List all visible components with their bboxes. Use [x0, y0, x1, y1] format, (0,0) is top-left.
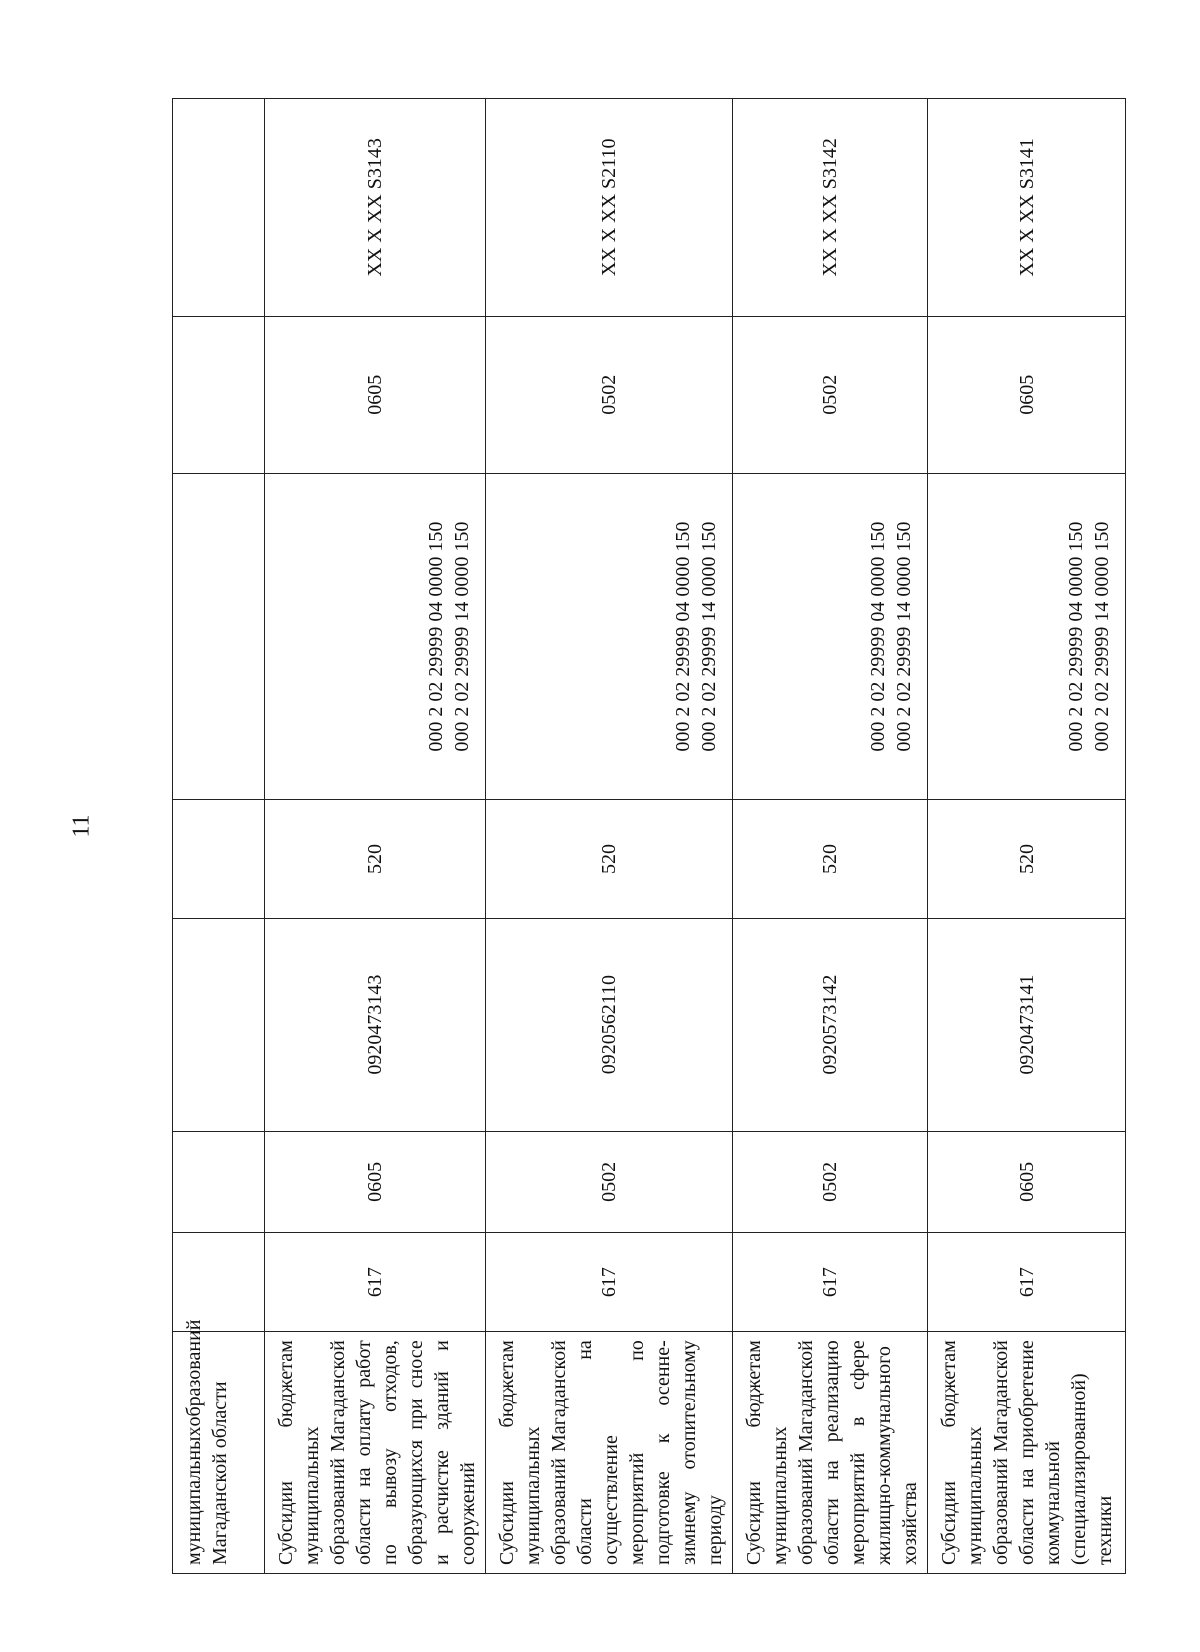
section-code-2: 0502	[486, 316, 733, 473]
subsidy-name: Субсидии бюджетам муниципальных образований Магаданской области на осуществление мероприятий по подготовке к осенне-зимнему отопительному периоду	[486, 1332, 733, 1574]
page-number: 11	[68, 814, 95, 838]
empty-cell	[173, 316, 265, 473]
recipient-code: XX X XX S3143	[265, 99, 486, 317]
recipient-code: XX X XX S3142	[733, 99, 928, 317]
table-row-header-continuation	[173, 99, 265, 1574]
budget-table	[172, 98, 1126, 1574]
revenue-code: 000 2 02 29999 04 0000 150	[425, 521, 447, 752]
empty-cell	[173, 800, 265, 918]
expense-type-code: 520	[265, 800, 486, 918]
rotated-table-container	[172, 98, 1116, 1574]
revenue-code: 000 2 02 29999 14 0000 150	[451, 521, 473, 752]
empty-cell	[173, 473, 265, 799]
revenue-code: 000 2 02 29999 04 0000 150	[672, 521, 694, 752]
revenue-code: 000 2 02 29999 04 0000 150	[1065, 521, 1087, 752]
admin-code: 617	[928, 1233, 1126, 1332]
empty-cell	[173, 1233, 265, 1332]
empty-cell	[173, 99, 265, 317]
target-article-code: 0920473143	[265, 918, 486, 1131]
revenue-code: 000 2 02 29999 14 0000 150	[893, 521, 915, 752]
admin-code: 617	[733, 1233, 928, 1332]
revenue-codes	[733, 473, 928, 799]
target-article-code: 0920573142	[733, 918, 928, 1131]
table-row	[733, 99, 928, 1574]
name-fragment: Магаданской области	[209, 1381, 231, 1565]
revenue-codes	[486, 473, 733, 799]
name-cell	[173, 1319, 265, 1574]
recipient-code: XX X XX S2110	[486, 99, 733, 317]
expense-type-code: 520	[486, 800, 733, 918]
subsidy-name: Субсидии бюджетам муниципальных образований Магаданской области на оплату работ по вывозу отходов, образующихся при сносе и расчистке зданий и сооружений	[265, 1332, 486, 1574]
target-article-code: 0920562110	[486, 918, 733, 1131]
section-code: 0502	[486, 1131, 733, 1233]
subsidy-name: Субсидии бюджетам муниципальных образований Магаданской области на реализацию мероприятий в сфере жилищно-коммунального хозяйства	[733, 1332, 928, 1574]
section-code: 0502	[733, 1131, 928, 1233]
table-row	[486, 99, 733, 1574]
revenue-code: 000 2 02 29999 14 0000 150	[698, 521, 720, 752]
empty-cell	[173, 1131, 265, 1233]
admin-code: 617	[486, 1233, 733, 1332]
expense-type-code: 520	[928, 800, 1126, 918]
section-code-2: 0502	[733, 316, 928, 473]
section-code-2: 0605	[928, 316, 1126, 473]
table-row	[265, 99, 486, 1574]
section-code-2: 0605	[265, 316, 486, 473]
revenue-code: 000 2 02 29999 14 0000 150	[1091, 521, 1113, 752]
target-article-code: 0920473141	[928, 918, 1126, 1131]
name-fragment: муниципальных	[183, 1426, 205, 1565]
revenue-code: 000 2 02 29999 04 0000 150	[867, 521, 889, 752]
admin-code: 617	[265, 1233, 486, 1332]
empty-cell	[173, 918, 265, 1131]
expense-type-code: 520	[733, 800, 928, 918]
revenue-codes	[265, 473, 486, 799]
section-code: 0605	[928, 1131, 1126, 1233]
section-code: 0605	[265, 1131, 486, 1233]
table-row	[928, 99, 1126, 1574]
name-fragment: образований	[183, 1319, 205, 1427]
recipient-code: XX X XX S3141	[928, 99, 1126, 317]
revenue-codes	[928, 473, 1126, 799]
subsidy-name: Субсидии бюджетам муниципальных образований Магаданской области на приобретение коммунальной (специализированной) техники	[928, 1332, 1126, 1574]
